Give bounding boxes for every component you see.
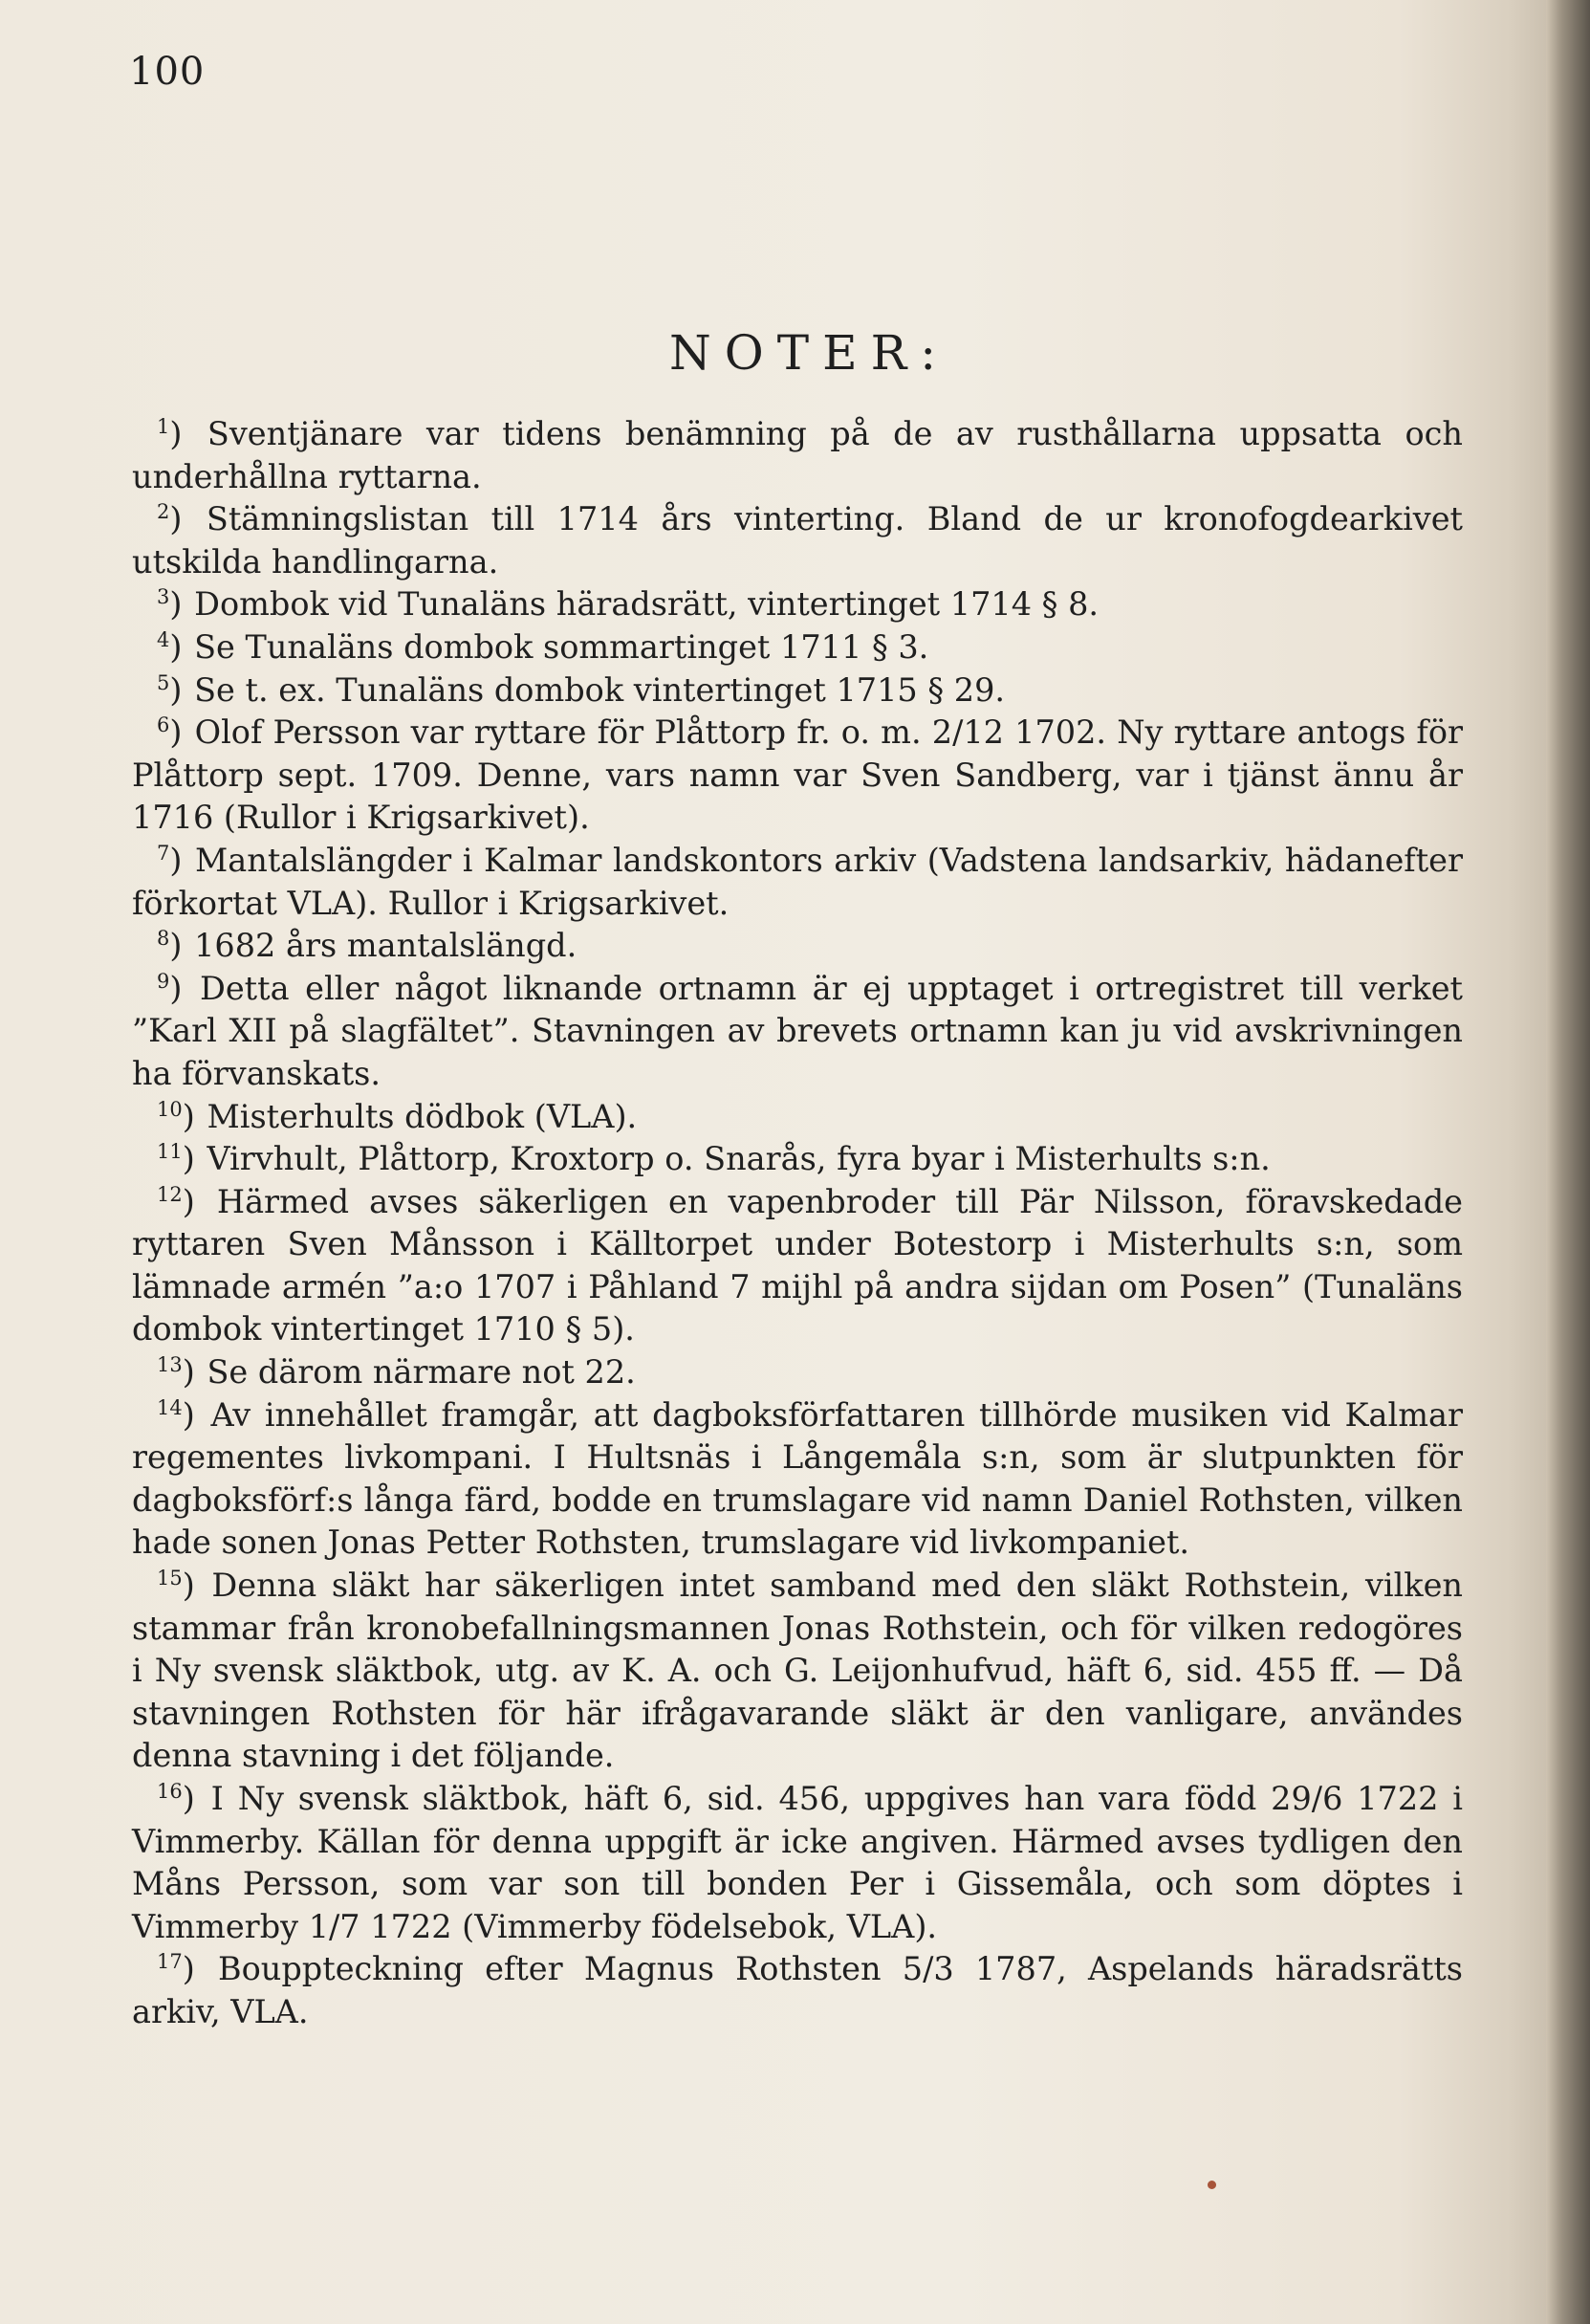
note-1: $^1$) Sventjänare var tidens benämning på de av rusthållarna uppsatta och underhållna ryttarna. [132,415,1464,495]
note-2: $^2$) Stämningslistan till 1714 års vinterting. Bland de ur kronofogdearkivet utskilda handlingarna. [132,500,1463,581]
note-text: I Ny svensk släktbok, häft 6, sid. 456, uppgives han vara född 29/6 1722 i Vimmerby. Källan för denna uppgift är icke angiven. Härmed avses tydligen den Måns Persson, som var son till bonden Per i Gissemåla, och som döptes i Vimmerby 1/7 1722 (Vimmerby födelsebok, VLA). [132,1780,1464,1945]
note-number: 1 [157,415,170,438]
note-number: 8 [157,927,170,951]
note-5: $^5$) Se t. ex. Tunaläns dombok vintertinget 1715 § 29. [157,670,1006,709]
note-text: Av innehållet framgår, att dagboksförfattaren tillhörde musiken vid Kalmar regementes livkompani. I Hultsnäs i Långemåla s:n, som är slutpunkten för dagboksförf:s långa färd, bodde en trumslagare vid namn Daniel Rothsten, vilken hade sonen Jonas Petter Rothsten, trumslagare vid livkompaniet. [132,1395,1463,1562]
note-number: 4 [157,627,170,651]
note-10: $^{10}$) Misterhults dödbok (VLA). [157,1097,638,1135]
ink-spot [1208,2181,1216,2189]
note-number: 10 [157,1097,183,1121]
note-text: Se därom närmare not 22. [207,1353,636,1392]
note-number: 14 [157,1395,183,1419]
note-number: 11 [157,1140,183,1164]
note-number: 7 [157,841,170,865]
notes-heading: NOTER: [669,325,950,381]
note-text: Virvhult, Plåttorp, Kroxtorp o. Snarås, fyra byar i Misterhults s:n. [207,1140,1271,1178]
note-6: $^6$) Olof Persson var ryttare för Plåttorp fr. o. m. 2/12 1702. Ny ryttare antogs för Plåttorp sept. 1709. Denne, vars namn var Sven Sandberg, var i tjänst ännu år 1716 (Rullor i Krigsarkivet). [132,713,1463,837]
note-8: $^8$) 1682 års mantalslängd. [157,927,577,965]
note-text: 1682 års mantalslängd. [194,927,577,965]
note-text: Denna släkt har säkerligen intet samband med den släkt Rothstein, vilken stammar från kronobefallningsmannen Jonas Rothstein, och för vilken redogöres i Ny svensk släktbok, utg. av K. A. och G. Leijonhufvud, häft 6, sid. 455 ff. — Då stavningen Rothsten för här ifrågavarande släkt är den vanligare, användes denna stavning i det följande. [132,1567,1463,1775]
note-16: $^{16}$) I Ny svensk släktbok, häft 6, sid. 456, uppgives han vara född 29/6 1722 i Vimmerby. Källan för denna uppgift är icke angiven. Härmed avses tydligen den Måns Persson, som var son till bonden Per i Gissemåla, och som döptes i Vimmerby 1/7 1722 (Vimmerby födelsebok, VLA). [132,1780,1464,1945]
note-number: 17 [157,1950,183,1974]
note-text: Dombok vid Tunaläns häradsrätt, vintertinget 1714 § 8. [194,585,1100,624]
note-text: Stämningslistan till 1714 års vinterting. Bland de ur kronofogdearkivet utskilda handlingarna. [132,500,1463,581]
note-text: Se Tunaläns dombok sommartinget 1711 § 3. [194,627,929,666]
note-13: $^{13}$) Se därom närmare not 22. [157,1353,636,1392]
note-text: Bouppteckning efter Magnus Rothsten 5/3 1787, Aspelands häradsrätts arkiv, VLA. [132,1950,1463,2030]
book-spine-shadow [1546,0,1590,2324]
note-number: 15 [157,1567,183,1590]
note-14: $^{14}$) Av innehållet framgår, att dagboksförfattaren tillhörde musiken vid Kalmar regementes livkompani. I Hultsnäs i Långemåla s:n, som är slutpunkten för dagboksförf:s långa färd, bodde en trumslagare vid namn Daniel Rothsten, vilken hade sonen Jonas Petter Rothsten, trumslagare vid livkompaniet. [132,1395,1463,1562]
note-number: 3 [157,585,170,609]
note-4: $^4$) Se Tunaläns dombok sommartinget 1711 § 3. [157,627,929,666]
page-number: 100 [129,50,206,94]
note-number: 9 [157,969,170,993]
note-15: $^{15}$) Denna släkt har säkerligen intet samband med den släkt Rothstein, vilken stammar från kronobefallningsmannen Jonas Rothstein, och för vilken redogöres i Ny svensk släktbok, utg. av K. A. och G. Leijonhufvud, häft 6, sid. 455 ff. — Då stavningen Rothsten för här ifrågavarande släkt är den vanligare, användes denna stavning i det följande. [132,1567,1463,1775]
note-17: $^{17}$) Bouppteckning efter Magnus Rothsten 5/3 1787, Aspelands häradsrätts arkiv, VLA. [132,1950,1463,2030]
notes-list [132,413,1463,2034]
note-text: Misterhults dödbok (VLA). [207,1097,638,1135]
note-12: $^{12}$) Härmed avses säkerligen en vapenbroder till Pär Nilsson, föravskedade ryttaren Sven Månsson i Källtorpet under Botestorp i Misterhults s:n, som lämnade armén ”a:o 1707 i Påhland 7 mijhl på andra sijdan om Posen” (Tunaläns dombok vintertinget 1710 § 5). [132,1182,1463,1348]
note-text: Härmed avses säkerligen en vapenbroder till Pär Nilsson, föravskedade ryttaren Sven Månsson i Källtorpet under Botestorp i Misterhults s:n, som lämnade armén ”a:o 1707 i Påhland 7 mijhl på andra sijdan om Posen” (Tunaläns dombok vintertinget 1710 § 5). [132,1182,1463,1348]
note-text: Sventjänare var tidens benämning på de av rusthållarna uppsatta och underhållna ryttarna. [132,415,1464,495]
note-text: Se t. ex. Tunaläns dombok vintertinget 1715 § 29. [194,670,1006,709]
note-number: 5 [157,670,170,694]
note-text: Mantalslängder i Kalmar landskontors arkiv (Vadstena landsarkiv, hädanefter förkortat VLA). Rullor i Krigsarkivet. [132,841,1463,922]
note-9: $^9$) Detta eller något liknande ortnamn är ej upptaget i ortregistret till verket ”Karl XII på slagfältet”. Stavningen av brevets ortnamn kan ju vid avskrivningen ha förvanskats. [132,969,1464,1092]
note-number: 13 [157,1353,183,1377]
note-text: Olof Persson var ryttare för Plåttorp fr. o. m. 2/12 1702. Ny ryttare antogs för Plåttorp sept. 1709. Denne, vars namn var Sven Sandberg, var i tjänst ännu år 1716 (Rullor i Krigsarkivet). [132,713,1463,837]
note-number: 6 [157,713,170,737]
note-number: 12 [157,1182,183,1206]
note-text: Detta eller något liknande ortnamn är ej upptaget i ortregistret till verket ”Karl XII på slagfältet”. Stavningen av brevets ortnamn kan ju vid avskrivningen ha förvanskats. [132,969,1464,1092]
note-3: $^3$) Dombok vid Tunaläns häradsrätt, vintertinget 1714 § 8. [157,585,1100,624]
note-11: $^{11}$) Virvhult, Plåttorp, Kroxtorp o. Snarås, fyra byar i Misterhults s:n. [157,1140,1271,1178]
note-number: 2 [157,500,170,524]
note-number: 16 [157,1780,183,1803]
note-7: $^7$) Mantalslängder i Kalmar landskontors arkiv (Vadstena landsarkiv, hädanefter förkortat VLA). Rullor i Krigsarkivet. [132,841,1463,922]
